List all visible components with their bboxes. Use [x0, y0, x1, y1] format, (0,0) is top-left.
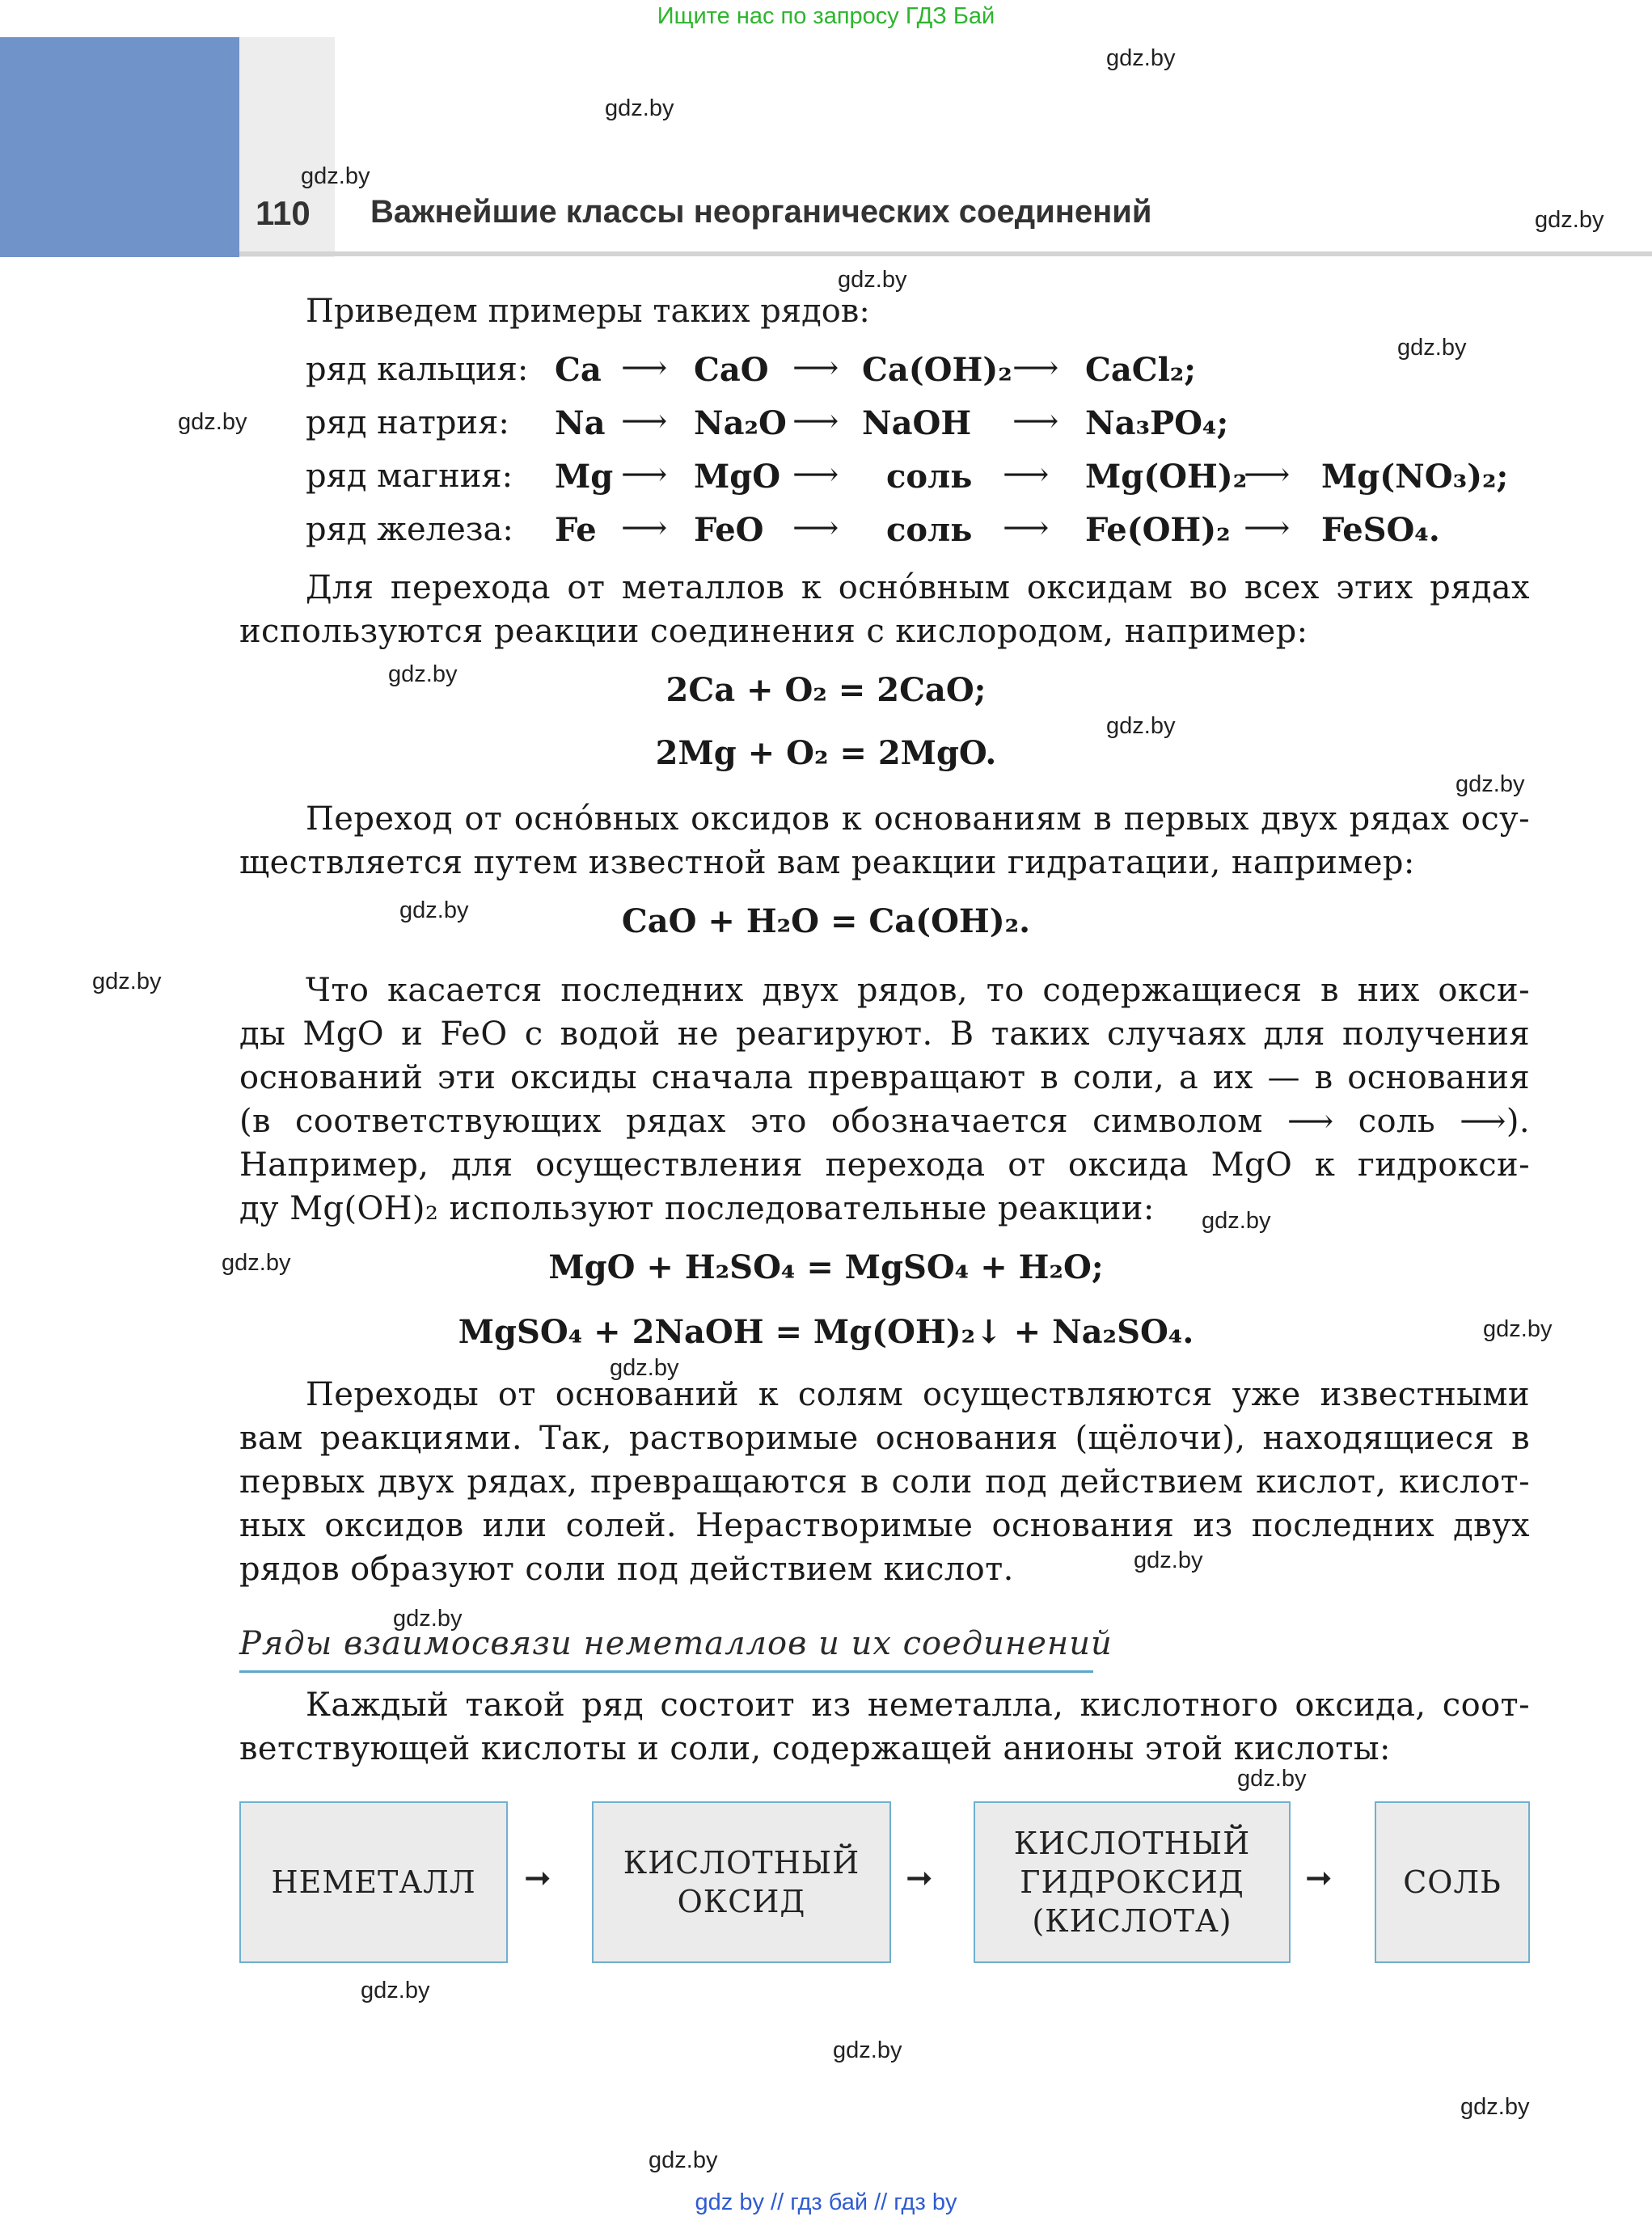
text-line: Для перехода от металлов к осно́вным оксидам во всех этих рядах: [306, 569, 1530, 606]
text-line: рядов образуют соли под действием кислот.: [239, 1551, 1014, 1588]
watermark: gdz.by: [388, 661, 458, 687]
series-item: Fe: [555, 511, 597, 549]
arrow-icon: ⟶: [621, 456, 668, 493]
header-color-block: [0, 37, 239, 257]
watermark: gdz.by: [1397, 335, 1467, 361]
arrow-icon: ⟶: [621, 349, 668, 386]
paragraph-4: [239, 1373, 1530, 1591]
watermark: gdz.by: [833, 2037, 902, 2063]
series-item: Na: [555, 404, 606, 442]
diagram-box-salt: [1375, 1801, 1530, 1963]
series-item: Na₃PO₄;: [1085, 404, 1229, 442]
text-line: вам реакциями. Так, растворимые основания (щёлочи), находящиеся в: [239, 1420, 1530, 1457]
section-title: Ряды взаимосвязи неметаллов и их соединений: [239, 1625, 1113, 1662]
text-line: ды MgO и FeO с водой не реагируют. В таких случаях для получения: [239, 1015, 1530, 1053]
series-item: Ca: [555, 351, 602, 389]
watermark: gdz.by: [1535, 207, 1604, 233]
row-label: ряд железа:: [306, 511, 513, 548]
equation: CaO + H₂O = Ca(OH)₂.: [621, 902, 1031, 940]
diagram-box-acid-oxide: [592, 1801, 891, 1963]
series-item: FeO: [694, 511, 764, 549]
watermark: gdz.by: [1237, 1766, 1307, 1792]
box-text: ГИДРОКСИД: [1020, 1864, 1244, 1900]
watermark: gdz.by: [92, 969, 162, 994]
section-underline: [239, 1670, 1093, 1673]
watermark: gdz.by: [1106, 713, 1176, 739]
equation: MgO + H₂SO₄ = MgSO₄ + H₂O;: [548, 1248, 1104, 1286]
paragraph-3: [239, 969, 1530, 1231]
text-line: Например, для осуществления перехода от оксида MgO к гидрокси-: [239, 1146, 1530, 1184]
page-number: 110: [256, 194, 311, 232]
text-line: Что касается последних двух рядов, то содержащиеся в них окси-: [306, 972, 1530, 1009]
series-item: CaCl₂;: [1085, 351, 1197, 389]
text-line: Переход от осно́вных оксидов к основаниям в первых двух рядах осу-: [306, 800, 1530, 838]
watermark: gdz.by: [399, 897, 469, 923]
arrow-icon: ⟶: [621, 403, 668, 440]
arrow-icon: ⟶: [792, 349, 839, 386]
series-item: Fe(OH)₂: [1085, 511, 1231, 549]
box-text: (КИСЛОТА): [1032, 1903, 1232, 1939]
arrow-icon: ⟶: [792, 403, 839, 440]
header-title: Важнейшие классы неорганических соединений: [370, 194, 1152, 230]
watermark: gdz.by: [838, 267, 907, 293]
text-line: используются реакции соединения с кислородом, например:: [239, 613, 1308, 650]
watermark: gdz.by: [1456, 771, 1525, 797]
text-line: (в соответствующих рядах это обозначается символом ⟶ соль ⟶).: [239, 1103, 1530, 1140]
watermark: gdz.by: [1202, 1208, 1271, 1234]
diagram-box-nonmetal: [239, 1801, 508, 1963]
series-item: NaOH: [862, 404, 972, 442]
box-text: СОЛЬ: [1403, 1864, 1502, 1900]
arrow-icon: ⟶: [1012, 403, 1059, 440]
intro-text: Приведем примеры таких рядов:: [306, 293, 870, 330]
row-label: ряд магния:: [306, 458, 513, 495]
header-divider: [239, 251, 1652, 256]
arrow-icon: ⟶: [1003, 509, 1050, 547]
box-text: КИСЛОТНЫЙ: [623, 1845, 860, 1881]
box-text: НЕМЕТАЛЛ: [271, 1864, 476, 1900]
equation: MgSO₄ + 2NaOH = Mg(OH)₂↓ + Na₂SO₄.: [458, 1313, 1194, 1351]
arrow-icon: ➞: [906, 1860, 933, 1897]
row-label: ряд натрия:: [306, 404, 509, 441]
watermark: gdz.by: [1460, 2094, 1530, 2120]
arrow-icon: ➞: [1305, 1860, 1333, 1897]
series-item: MgO: [694, 458, 781, 496]
watermark: gdz.by: [361, 1978, 430, 2003]
watermark: gdz.by: [1106, 45, 1176, 71]
watermark: gdz.by: [605, 95, 674, 121]
watermark: gdz.by: [1483, 1316, 1553, 1342]
watermark: gdz.by: [301, 163, 370, 189]
arrow-icon: ⟶: [792, 509, 839, 547]
watermark: gdz.by: [222, 1250, 291, 1276]
text-line: ду Mg(OH)₂ используют последовательные реакции:: [239, 1190, 1155, 1227]
watermark: gdz.by: [393, 1606, 463, 1632]
watermark: gdz.by: [610, 1355, 679, 1381]
arrow-icon: ⟶: [1012, 349, 1059, 386]
paragraph-2: [239, 797, 1530, 885]
text-line: первых двух рядах, превращаются в соли под действием кислот, кислот-: [239, 1463, 1530, 1501]
text-line: ществляется путем известной вам реакции гидратации, например:: [239, 844, 1415, 881]
series-item: Mg(NO₃)₂;: [1321, 458, 1509, 496]
equation: 2Mg + O₂ = 2MgO.: [655, 734, 997, 772]
text-line: Каждый такой ряд состоит из неметалла, кислотного оксида, соот-: [306, 1687, 1530, 1724]
text-line: оснований эти оксиды сначала превращают в соли, а их — в основания: [239, 1059, 1530, 1096]
box-text: ОКСИД: [677, 1884, 806, 1919]
watermark: gdz.by: [649, 2147, 718, 2173]
series-item: CaO: [694, 351, 769, 389]
arrow-icon: ➞: [524, 1860, 551, 1897]
series-item: Mg(OH)₂: [1085, 458, 1248, 496]
diagram-box-acid-hydroxide: [974, 1801, 1291, 1963]
arrow-icon: ⟶: [792, 456, 839, 493]
watermark: gdz.by: [1134, 1547, 1203, 1573]
equation: 2Ca + O₂ = 2CaO;: [665, 671, 987, 709]
series-item: соль: [886, 511, 973, 549]
top-search-note: Ищите нас по запросу ГДЗ Бай: [657, 3, 995, 29]
text-line: ветствующей кислоты и соли, содержащей анионы этой кислоты:: [239, 1730, 1391, 1767]
series-item: Na₂O: [694, 404, 787, 442]
arrow-icon: ⟶: [621, 509, 668, 547]
paragraph-1: [239, 566, 1530, 653]
footer-links[interactable]: gdz by // гдз бай // гдз by: [695, 2189, 957, 2215]
series-item: соль: [886, 458, 973, 496]
paragraph-5: [239, 1683, 1530, 1771]
text-line: Переходы от оснований к солям осуществляются уже известными: [306, 1376, 1530, 1413]
arrow-icon: ⟶: [1003, 456, 1050, 493]
row-label: ряд кальция:: [306, 351, 529, 388]
series-item: Ca(OH)₂: [862, 351, 1012, 389]
text-line: ных оксидов или солей. Нерастворимые основания из последних двух: [239, 1507, 1530, 1544]
series-item: Mg: [555, 458, 614, 496]
arrow-icon: ⟶: [1244, 456, 1291, 493]
watermark: gdz.by: [178, 409, 247, 435]
box-text: КИСЛОТНЫЙ: [1013, 1826, 1251, 1861]
arrow-icon: ⟶: [1244, 509, 1291, 547]
series-item: FeSO₄.: [1321, 511, 1440, 549]
